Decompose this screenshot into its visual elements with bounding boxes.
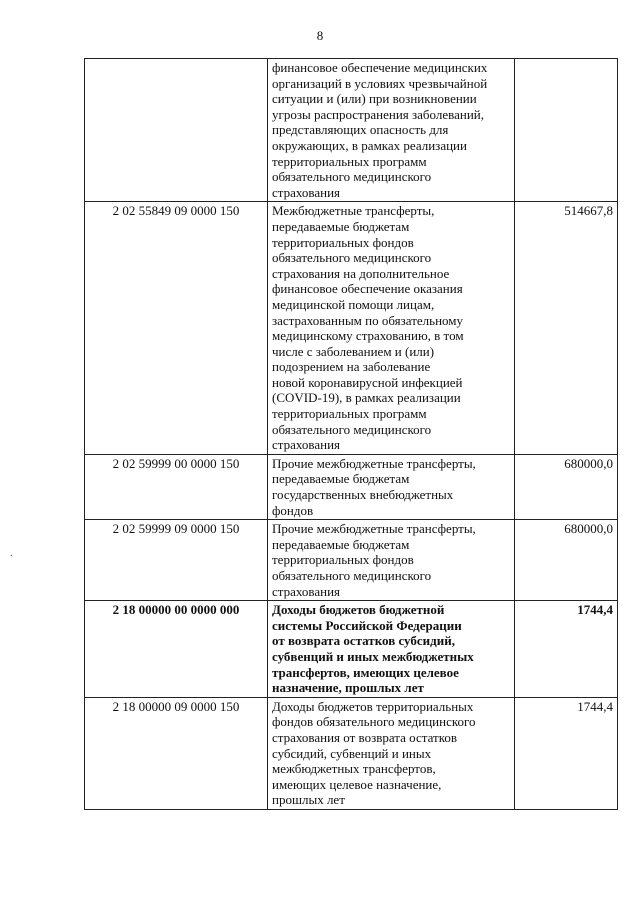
revenue-description: Межбюджетные трансферты, передаваемые бюджетам территориальных фондов обязательного медицинского страхования на дополнительное финансовое обеспечение оказания медицинской помощи лицам, застрахованным по обязательному медицинскому страхованию, в том числе с заболеванием и (или) подозрением на заболевание новой коронавирусной инфекцией (COVID-19), в рамках реализации территориальных программ обязательного медицинского страхования: [268, 202, 515, 455]
amount: 680000,0: [515, 454, 618, 519]
classification-code: 2 02 55849 09 0000 150: [85, 202, 268, 455]
table-row: [85, 520, 618, 601]
budget-table: [84, 58, 618, 810]
margin-mark: .: [10, 548, 13, 559]
revenue-description: Прочие межбюджетные трансферты, передаваемые бюджетам территориальных фондов обязательного медицинского страхования: [268, 520, 515, 601]
classification-code: 2 18 00000 00 0000 000: [85, 601, 268, 698]
table-row: [85, 697, 618, 809]
amount: 1744,4: [515, 697, 618, 809]
table-row: [85, 601, 618, 698]
table-row: [85, 59, 618, 202]
table-row: [85, 454, 618, 519]
amount: [515, 59, 618, 202]
classification-code: 2 02 59999 09 0000 150: [85, 520, 268, 601]
classification-code: 2 18 00000 09 0000 150: [85, 697, 268, 809]
page-number: 8: [316, 28, 324, 43]
amount: 514667,8: [515, 202, 618, 455]
classification-code: [85, 59, 268, 202]
revenue-description: финансовое обеспечение медицинских организаций в условиях чрезвычайной ситуации и (или) при возникновении угрозы распространения заболеваний, представляющих опасность для окружающих, в рамках реализации территориальных программ обязательного медицинского страхования: [268, 59, 515, 202]
classification-code: 2 02 59999 00 0000 150: [85, 454, 268, 519]
amount: 680000,0: [515, 520, 618, 601]
table-row: [85, 202, 618, 455]
amount: 1744,4: [515, 601, 618, 698]
revenue-description: Доходы бюджетов бюджетной системы Российской Федерации от возврата остатков субсидий, субвенций и иных межбюджетных трансфертов, имеющих целевое назначение, прошлых лет: [268, 601, 515, 698]
revenue-description: Доходы бюджетов территориальных фондов обязательного медицинского страхования от возврата остатков субсидий, субвенций и иных межбюджетных трансфертов, имеющих целевое назначение, прошлых лет: [268, 697, 515, 809]
revenue-description: Прочие межбюджетные трансферты, передаваемые бюджетам государственных внебюджетных фондов: [268, 454, 515, 519]
